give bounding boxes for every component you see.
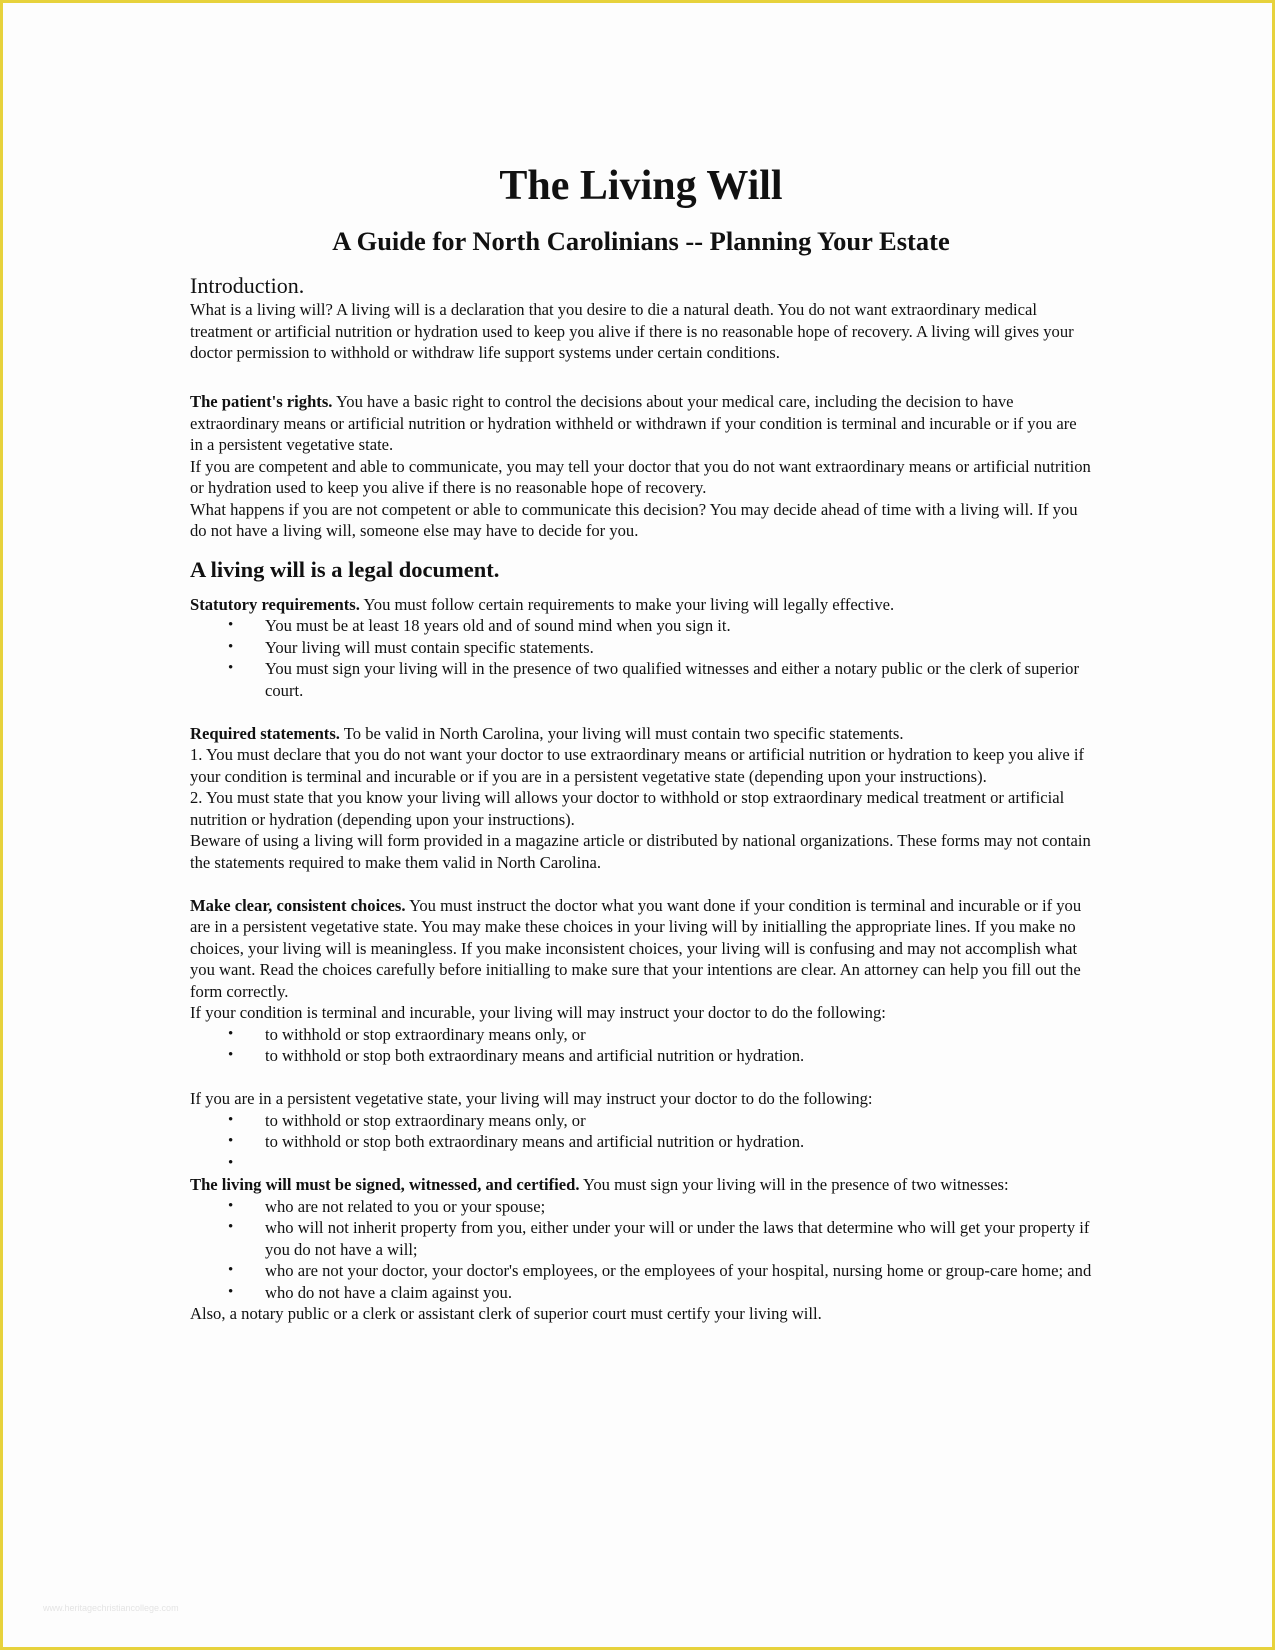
bullet-icon: • (228, 617, 234, 633)
list-item: • to withhold or stop extraordinary means only, or (228, 1024, 586, 1044)
watermark-text: www.heritagechristiancollege.com (43, 1603, 179, 1613)
bullet-icon: • (228, 660, 234, 676)
document-content (190, 160, 1092, 1325)
required-statements-heading: Required statements. (190, 723, 340, 743)
signed-heading: The living will must be signed, witnessed, and certified. (190, 1175, 580, 1194)
closing-paragraph: Also, a notary public or a clerk or assistant clerk of superior court must certify your living will. (190, 1304, 822, 1323)
list-item: • who are not your doctor, your doctor's employees, or the employees of your hospital, nursing home or group-care home; and (228, 1261, 1092, 1280)
statutory-paragraph (190, 594, 1092, 616)
patients-rights-text: You have a basic right to control the decisions about your medical care, including the decision to have extraordinary means or artificial nutrition or hydration withheld or withdrawn if your condition is terminal and incurable or if you are in a persistent vegetative state. (190, 392, 1077, 454)
bullet-icon: • (228, 1154, 234, 1171)
terminal-intro: If your condition is terminal and incurable, your living will may instruct your doctor to do the following: (190, 1003, 886, 1022)
choices-paragraph (190, 895, 1092, 1003)
choices-text: You must instruct the doctor what you want done if your condition is terminal and incurable or if you are in a persistent vegetative state. You may make these choices in your living will by initialling the appropriate lines. If you make no choices, your living will is meaningless. If you make inconsistent choices, your living will is confusing and may not accomplish what you want. Read the choices carefully before initialling to make sure that your intentions are clear. An attorney can help you fill out the form correctly. (190, 895, 1082, 1001)
list-item: • who are not related to you or your spouse; (228, 1196, 546, 1216)
list-item: • who do not have a claim against you. (228, 1282, 513, 1302)
signed-text: You must sign your living will in the presence of two witnesses: (579, 1175, 1009, 1194)
required-statements-paragraph (190, 723, 1092, 745)
list-item: • who will not inherit property from you, either under your will or under the laws that determine who will get your property if you do not have a will; (228, 1218, 1090, 1259)
document-subtitle: A Guide for North Carolinians -- Planning Your Estate (332, 226, 950, 256)
patients-rights-paragraph (190, 391, 1092, 456)
required-statement-1: 1. You must declare that you do not want your doctor to use extraordinary means or artificial nutrition or hydration to keep you alive if your condition is terminal and incurable or if you are in a persistent vegetative state (depending upon your instructions). (190, 745, 1085, 786)
bullet-icon: • (228, 1111, 234, 1128)
required-statements-text: To be valid in North Carolina, your living will must contain two specific statements. (339, 723, 904, 743)
statutory-list (190, 615, 1092, 701)
list-item (190, 1153, 1092, 1175)
document-title: The Living Will (499, 163, 783, 209)
document-page (3, 3, 1272, 1647)
list-item: • You must be at least 18 years old and of sound mind when you sign it. (228, 616, 731, 635)
introduction-heading: Introduction. (190, 273, 305, 298)
terminal-list (190, 1024, 1092, 1067)
bullet-icon: • (228, 1262, 234, 1278)
list-item: • to withhold or stop extraordinary means only, or (228, 1110, 586, 1130)
introduction-text: What is a living will? A living will is a declaration that you desire to die a natural death. You do not want extraordinary medical treatment or artificial nutrition or hydration used to keep you alive if there is no reasonable hope of recovery. A living will gives your doctor permission to withhold or withdraw life support systems under certain conditions. (190, 300, 1074, 362)
bullet-icon: • (228, 1133, 234, 1149)
bullet-icon: • (228, 1047, 234, 1063)
list-item: • You must sign your living will in the presence of two qualified witnesses and either a notary public or the clerk of superior court. (228, 659, 1080, 700)
beware-paragraph: Beware of using a living will form provided in a magazine article or distributed by national organizations. These forms may not contain the statements required to make them valid in North Carolina. (190, 831, 1091, 872)
statutory-heading: Statutory requirements. (190, 594, 360, 614)
patients-rights-heading: The patient's rights. (190, 392, 333, 411)
witness-list (190, 1196, 1092, 1304)
signed-paragraph (190, 1174, 1092, 1196)
vegetative-list (190, 1110, 1092, 1175)
bullet-icon: • (228, 1283, 234, 1300)
required-statement-2: 2. You must state that you know your living will allows your doctor to withhold or stop extraordinary medical treatment or artificial nutrition or hydration (depending upon your instructions). (190, 788, 1065, 829)
patients-rights-paragraph-3: What happens if you are not competent or able to communicate this decision? You may decide ahead of time with a living will. If you do not have a living will, someone else may have to decide for you. (190, 499, 1078, 540)
bullet-icon: • (228, 1025, 234, 1042)
choices-heading: Make clear, consistent choices. (190, 895, 406, 915)
list-item: • to withhold or stop both extraordinary means and artificial nutrition or hydration. (228, 1132, 805, 1151)
list-item: • to withhold or stop both extraordinary means and artificial nutrition or hydration. (228, 1046, 805, 1065)
list-item: • Your living will must contain specific statements. (228, 637, 594, 657)
legal-document-heading: A living will is a legal document. (190, 556, 500, 582)
bullet-icon: • (228, 638, 234, 655)
patients-rights-paragraph-2: If you are competent and able to communicate, you may tell your doctor that you do not want extraordinary means or artificial nutrition or hydration used to keep you alive if there is no reasonable hope of recovery. (190, 456, 1091, 497)
statutory-text: You must follow certain requirements to make your living will legally effective. (359, 594, 895, 614)
bullet-icon: • (228, 1197, 234, 1214)
vegetative-intro: If you are in a persistent vegetative state, your living will may instruct your doctor to do the following: (190, 1089, 873, 1108)
bullet-icon: • (228, 1219, 234, 1235)
